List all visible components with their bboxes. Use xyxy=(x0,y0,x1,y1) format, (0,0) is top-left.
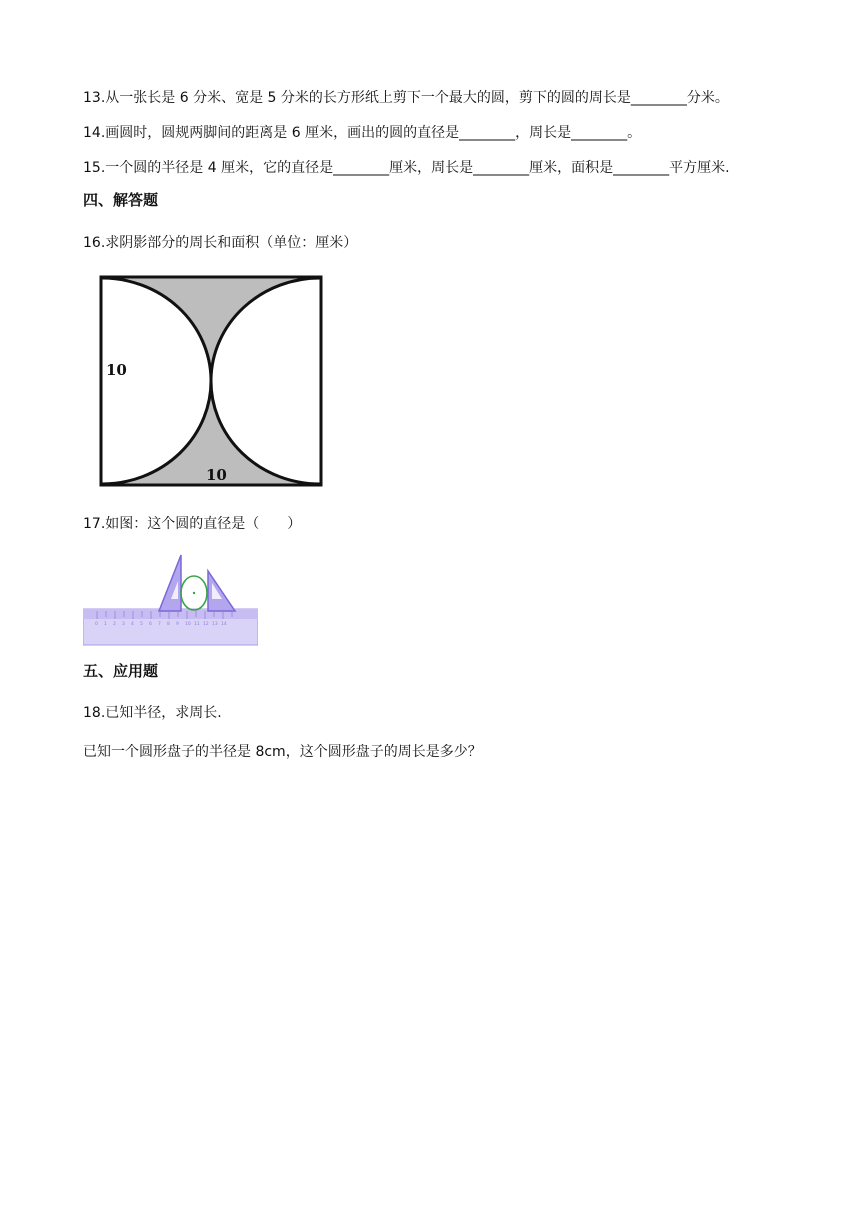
ruler-number: 3 xyxy=(122,622,125,627)
ruler-number: 1 xyxy=(104,622,107,627)
ruler-number: 12 xyxy=(203,622,209,627)
ruler-number: 8 xyxy=(167,622,170,627)
ruler-number: 11 xyxy=(194,622,200,627)
ruler-number: 6 xyxy=(149,622,152,627)
question-14: 14.画圆时，圆规两脚间的距离是 6 厘米，画出的圆的直径是________，周长是________。 xyxy=(83,125,642,141)
question-16: 16.求阴影部分的周长和面积（单位：厘米） xyxy=(83,235,358,251)
question-17: 17.如图：这个圆的直径是（ ） xyxy=(83,516,302,532)
ruler-number: 13 xyxy=(212,622,218,627)
ruler-number: 2 xyxy=(113,622,116,627)
question-15: 15.一个圆的半径是 4 厘米，它的直径是________厘米，周长是________厘米，面积是________平方厘米. xyxy=(83,160,730,176)
ruler-number: 5 xyxy=(140,622,143,627)
ruler-number: 0 xyxy=(95,622,98,627)
section-heading-five: 五、应用题 xyxy=(83,662,159,680)
ruler-number: 4 xyxy=(131,622,134,627)
ruler-number: 14 xyxy=(221,622,227,627)
figure-16-shaded-square xyxy=(96,272,326,490)
question-18-body: 已知一个圆形盘子的半径是 8cm，这个圆形盘子的周长是多少？ xyxy=(83,744,482,760)
question-18-title: 18.已知半径，求周长. xyxy=(83,705,222,721)
ruler-number: 9 xyxy=(176,622,179,627)
bottom-side-label: 10 xyxy=(206,466,227,484)
figure-17-ruler-circle xyxy=(83,553,258,646)
section-heading-four: 四、解答题 xyxy=(83,191,159,209)
ruler-number: 10 xyxy=(185,622,191,627)
ruler-number: 7 xyxy=(158,622,161,627)
question-13: 13.从一张长是 6 分米、宽是 5 分米的长方形纸上剪下一个最大的圆，剪下的圆的周长是________分米。 xyxy=(83,90,729,106)
circle-center-dot xyxy=(193,592,195,594)
left-side-label: 10 xyxy=(106,361,127,379)
